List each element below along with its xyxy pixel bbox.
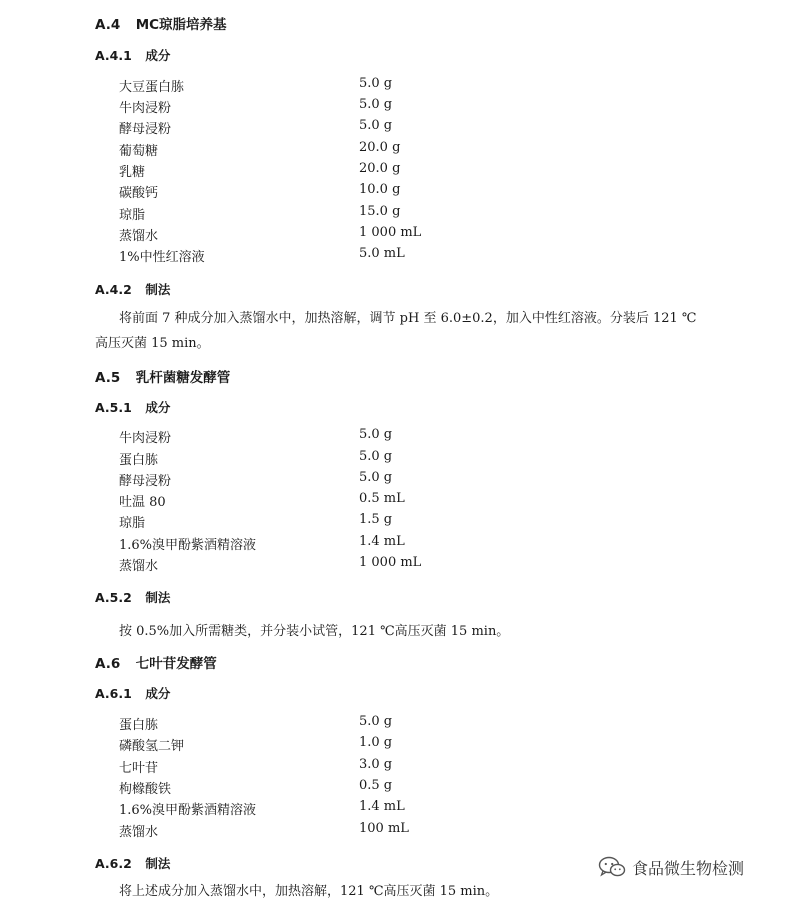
ingredient-name: 蒸馏水 <box>119 229 159 244</box>
subsection-heading-a5-1 <box>95 398 170 416</box>
ingredient-amount: 15.0 g <box>359 204 401 219</box>
ingredient-name: 1.6%溴甲酚紫酒精溶液 <box>119 803 257 818</box>
section-title: MC琼脂培养基 <box>135 17 227 33</box>
ingredient-amount: 5.0 g <box>359 427 393 442</box>
subsection-heading-a4-2 <box>95 280 170 298</box>
section-number: A.6 <box>95 656 121 672</box>
ingredient-name: 枸橼酸铁 <box>119 782 172 797</box>
section-title: 七叶苷发酵管 <box>135 656 217 672</box>
section-number: A.5 <box>95 370 121 386</box>
ingredient-name: 磷酸氢二钾 <box>119 739 185 754</box>
ingredient-name: 碳酸钙 <box>119 186 159 201</box>
ingredient-name: 蒸馏水 <box>119 559 159 574</box>
subsection-title: 制法 <box>145 282 171 297</box>
ingredient-name: 蛋白胨 <box>119 453 159 468</box>
method-paragraph-a5: 按 0.5%加入所需糖类，并分装小试管，121 ℃高压灭菌 15 min。 <box>119 624 510 639</box>
subsection-title: 成分 <box>145 48 171 63</box>
ingredient-amount: 1.5 g <box>359 512 393 527</box>
ingredient-name: 1.6%溴甲酚紫酒精溶液 <box>119 538 257 553</box>
ingredient-amount: 5.0 g <box>359 118 393 133</box>
section-heading-a5 <box>95 366 230 386</box>
section-heading-a6 <box>95 652 217 672</box>
subsection-title: 制法 <box>145 856 171 871</box>
ingredient-name: 琼脂 <box>119 516 146 531</box>
ingredient-amount: 20.0 g <box>359 161 401 176</box>
ingredient-name: 大豆蛋白胨 <box>119 80 185 95</box>
ingredient-name: 牛肉浸粉 <box>119 431 172 446</box>
watermark <box>598 855 744 879</box>
section-number: A.4 <box>95 17 121 33</box>
ingredient-name: 乳糖 <box>119 165 146 180</box>
subsection-number: A.5.2 <box>95 590 132 605</box>
ingredient-amount: 1 000 mL <box>359 225 422 240</box>
wechat-icon <box>598 856 626 878</box>
ingredient-amount: 100 mL <box>359 821 409 836</box>
ingredient-name: 酵母浸粉 <box>119 474 172 489</box>
method-paragraph-a6: 将上述成分加入蒸馏水中，加热溶解，121 ℃高压灭菌 15 min。 <box>119 884 499 899</box>
ingredient-amount: 1 000 mL <box>359 555 422 570</box>
ingredient-name: 蛋白胨 <box>119 718 159 733</box>
ingredient-amount: 0.5 mL <box>359 491 405 506</box>
subsection-title: 制法 <box>145 590 171 605</box>
subsection-heading-a5-2 <box>95 588 170 606</box>
subsection-number: A.4.2 <box>95 282 132 297</box>
ingredient-name: 七叶苷 <box>119 761 159 776</box>
ingredient-amount: 5.0 g <box>359 470 393 485</box>
subsection-heading-a6-1 <box>95 684 170 702</box>
ingredient-name: 吐温 80 <box>119 495 166 510</box>
subsection-number: A.6.1 <box>95 686 132 701</box>
ingredient-amount: 1.0 g <box>359 735 393 750</box>
ingredient-amount: 3.0 g <box>359 757 393 772</box>
subsection-number: A.6.2 <box>95 856 132 871</box>
ingredient-amount: 5.0 g <box>359 714 393 729</box>
ingredient-amount: 5.0 g <box>359 97 393 112</box>
ingredient-amount: 0.5 g <box>359 778 393 793</box>
ingredient-name: 酵母浸粉 <box>119 122 172 137</box>
subsection-heading-a6-2 <box>95 854 170 872</box>
method-line: 将前面 7 种成分加入蒸馏水中，加热溶解，调节 pH 至 6.0±0.2，加入中性红溶液。分装后 121 ℃ <box>119 311 697 326</box>
subsection-heading-a4-1 <box>95 46 170 64</box>
ingredient-amount: 5.0 mL <box>359 246 405 261</box>
method-paragraph-a4 <box>95 306 735 356</box>
subsection-title: 成分 <box>145 400 171 415</box>
ingredient-name: 葡萄糖 <box>119 144 159 159</box>
ingredient-amount: 1.4 mL <box>359 799 405 814</box>
subsection-number: A.5.1 <box>95 400 132 415</box>
section-heading-a4 <box>95 13 227 33</box>
watermark-text: 食品微生物检测 <box>632 858 745 878</box>
ingredient-amount: 1.4 mL <box>359 534 405 549</box>
ingredient-amount: 5.0 g <box>359 449 393 464</box>
ingredient-amount: 20.0 g <box>359 140 401 155</box>
ingredient-name: 蒸馏水 <box>119 825 159 840</box>
ingredient-amount: 10.0 g <box>359 182 401 197</box>
method-line: 高压灭菌 15 min。 <box>95 336 210 351</box>
ingredient-amount: 5.0 g <box>359 76 393 91</box>
subsection-number: A.4.1 <box>95 48 132 63</box>
ingredient-name: 琼脂 <box>119 208 146 223</box>
ingredient-name: 1%中性红溶液 <box>119 250 205 265</box>
ingredient-name: 牛肉浸粉 <box>119 101 172 116</box>
subsection-title: 成分 <box>145 686 171 701</box>
section-title: 乳杆菌糖发酵管 <box>135 370 231 386</box>
